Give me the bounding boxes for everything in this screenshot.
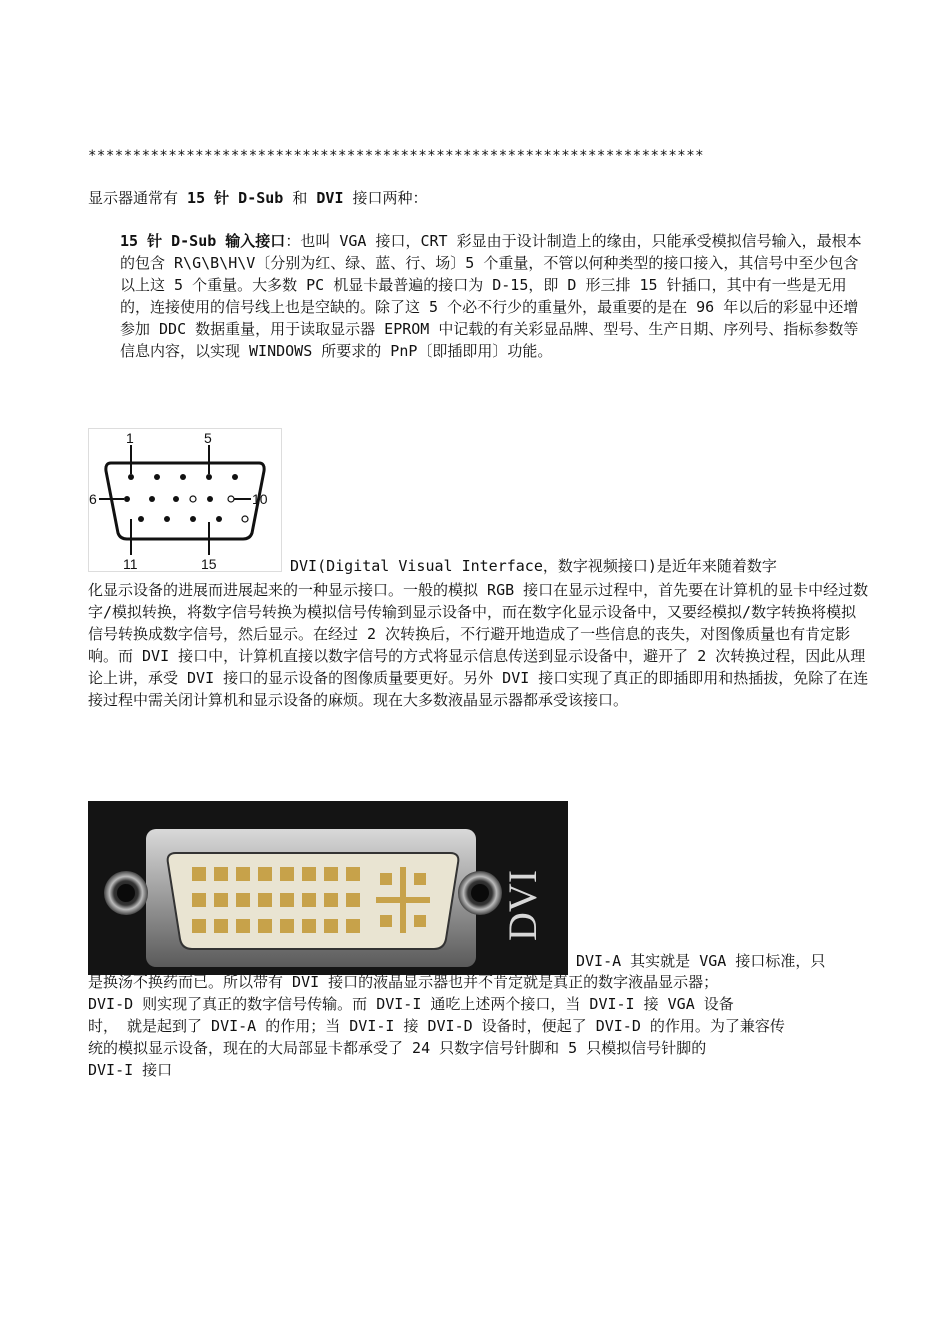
dvia-line-2: 是换汤不换药而已。所以带有 DVI 接口的液晶显示器也并不肯定就是真正的数字液晶显示器； [88,973,719,991]
dvi-paragraph [88,579,870,711]
dvia-line-3: DVI-D 则实现了真正的数字信号传输。而 DVI-I 通吃上述两个接口，当 DVI-I 接 VGA 设备 [88,995,734,1013]
dsub-heading: 15 针 D-Sub 输入接口 [120,232,286,250]
vga-pin-label-10: 10 [252,491,268,507]
dvi-connector-photo [88,801,568,975]
intro-dsub: 15 针 D-Sub [187,189,284,207]
dvi-first-line: DVI(Digital Visual Interface，数字视频接口)是近年来随着数字 [290,557,777,575]
vga-connector-figure [88,428,282,572]
dvia-line-6: DVI-I 接口 [88,1061,173,1079]
intro-line [88,188,428,209]
intro-suffix: 接口两种： [343,189,428,207]
dvi-body: 化显示设备的进展而进展起来的一种显示接口。一般的模拟 RGB 接口在显示过程中，首先要在计算机的显卡中经过数字/模拟转换，将数字信号转换为模拟信号传输到显示设备中，而在数字化显示设备中，又要经模拟/数字转换将模拟信号转换成数字信号，然后显示。在经过 2 次转换后，不行避开地造成了一些信息的丧失，对图像质量也有肯定影响。而 DVI 接口中，计算机直接以数字信号的方式将显示信息传送到显示设备中，避开了 2 次转换过程，因此从理论上讲，承受 DVI 接口的显示设备的图像质量要更好。另外 DVI 接口实现了真正的即插即用和热插拔，免除了在连接过程中需关闭计算机和显示设备的麻烦。现在大多数液晶显示器都承受该接口。 [88,581,869,709]
dvia-first-line: DVI-A 其实就是 VGA 接口标准，只 [576,952,826,970]
vga-pin-label-1: 1 [126,430,134,446]
intro-dvi: DVI [316,189,344,207]
dvia-line-4: 时， 就是起到了 DVI-A 的作用；当 DVI-I 接 DVI-D 设备时，便起了 DVI-D 的作用。为了兼容传 [88,1017,785,1035]
dsub-paragraph [88,230,870,362]
dsub-body: ：也叫 VGA 接口，CRT 彩显由于设计制造上的缘由，只能承受模拟信号输入，最根本的包含 R\G\B\H\V〔分别为红、绿、蓝、行、场〕5 个重量，不管以何种类型的接口接入，其信号中至少包含以上这 5 个重量。大多数 PC 机显卡最普遍的接口为 D-15，即 D 形三排 15 针插口，其中有一些是无用的，连接使用的信号线上也是空缺的。除了这 5 个必不行少的重量外，最重要的是在 96 年以后的彩显中还增参加 DDC 数据重量，用于读取显示器 EPROM 中记载的有关彩显品牌、型号、生产日期、序列号、指标参数等信息内容，以实现 WINDOWS 所要求的 PnP〔即插即用〕功能。 [120,232,862,360]
dvi-photo-label: DVI [500,869,545,941]
vga-pin-label-5: 5 [204,430,212,446]
vga-connector-illustration [89,429,281,571]
intro-prefix: 显示器通常有 [88,189,188,207]
vga-pin-label-11: 11 [123,556,138,571]
separator-line: ********************************************************************* [88,148,705,164]
vga-pin-label-15: 15 [201,556,217,571]
dvia-line-5: 统的模拟显示设备，现在的大局部显卡都承受了 24 只数字信号针脚和 5 只模拟信号针脚的 [88,1039,707,1057]
vga-pin-label-6: 6 [89,491,97,507]
dvi-connector-illustration [88,801,568,975]
intro-mid: 和 [283,189,317,207]
